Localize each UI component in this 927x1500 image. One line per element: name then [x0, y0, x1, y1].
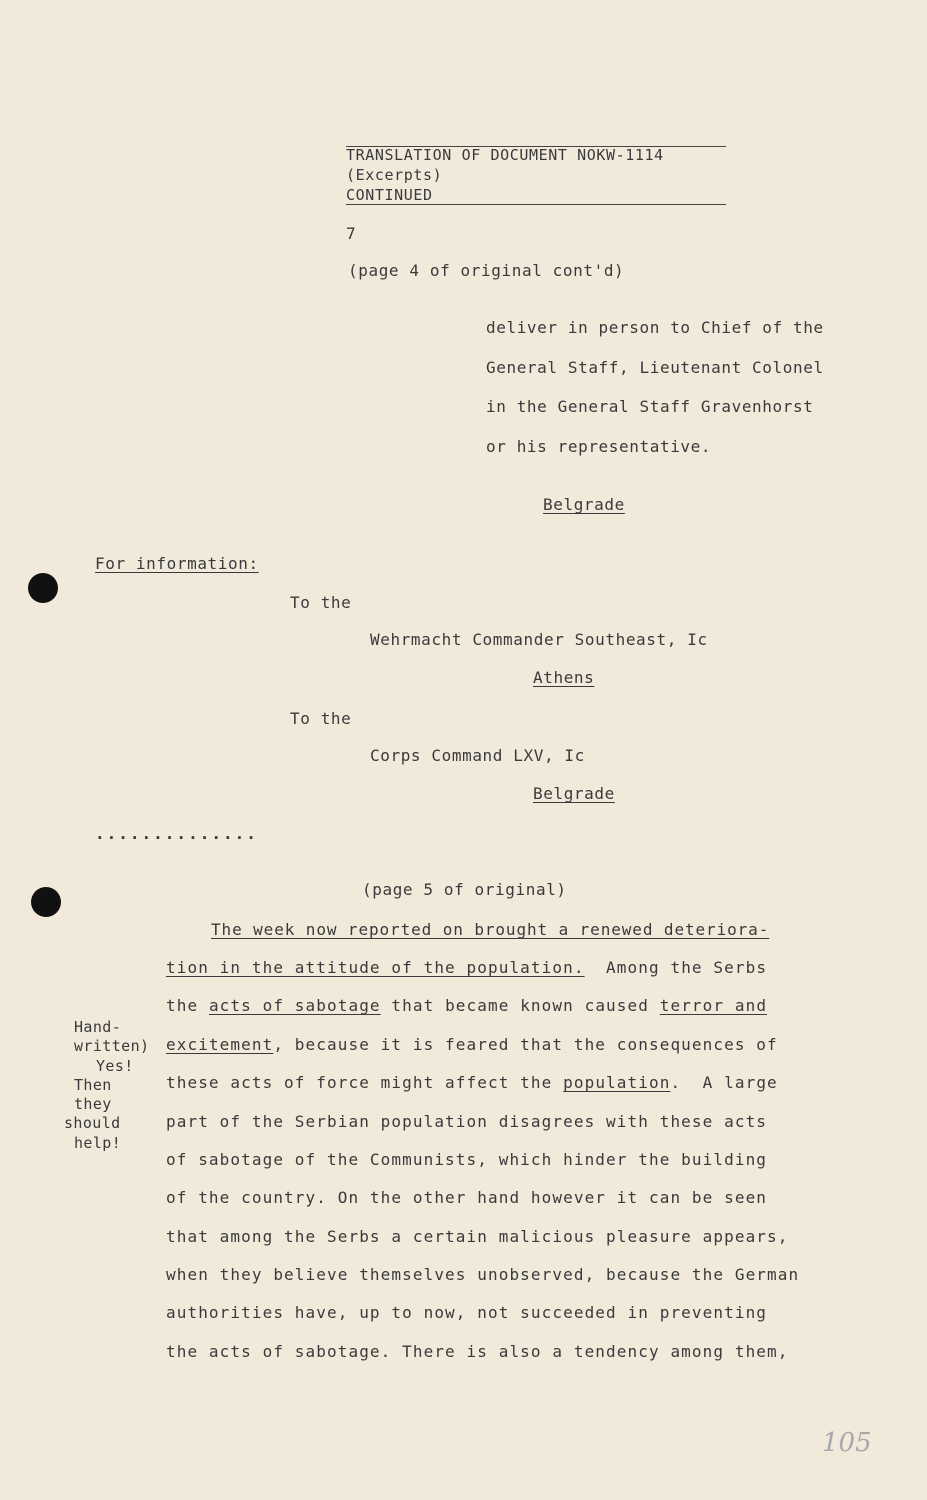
- margin-note-line-4: Then: [74, 1076, 112, 1094]
- body-line-11: authorities have, up to now, not succeeded in preventing: [166, 1303, 768, 1322]
- margin-note-line-7: help!: [74, 1134, 122, 1152]
- separator-dots: ..............: [95, 824, 258, 843]
- body-line-8: of the country. On the other hand however it can be seen: [166, 1188, 768, 1207]
- page-reference-4: (page 4 of original cont'd): [348, 261, 625, 280]
- body-line-12: the acts of sabotage. There is also a tendency among them,: [166, 1342, 789, 1361]
- handwritten-page-number: 105: [822, 1428, 872, 1458]
- delivery-line-4: or his representative.: [486, 437, 712, 456]
- body-line-6: part of the Serbian population disagrees with these acts: [166, 1112, 768, 1131]
- body-line-5-a: these acts of force might affect the: [166, 1073, 564, 1092]
- info-place-2: Belgrade: [533, 784, 615, 803]
- body-line-2-underlined: tion in the attitude of the population.: [166, 958, 585, 977]
- margin-note-line-5: they: [74, 1095, 112, 1113]
- body-line-3-underlined: acts of sabotage: [208, 996, 381, 1015]
- body-line-3-a: the: [166, 996, 209, 1015]
- body-line-5-underlined: population: [563, 1073, 671, 1092]
- delivery-place: Belgrade: [543, 495, 625, 514]
- body-line-4-rest: , because it is feared that the consequences of: [273, 1035, 778, 1054]
- document-continued: CONTINUED: [346, 186, 433, 204]
- margin-note-line-6: should: [64, 1114, 121, 1132]
- body-line-9: that among the Serbs a certain malicious pleasure appears,: [166, 1227, 789, 1246]
- document-excerpts: (Excerpts): [346, 166, 443, 184]
- margin-note-line-3: Yes!: [96, 1057, 134, 1075]
- body-line-3-c: that became known caused: [380, 996, 660, 1015]
- document-title: TRANSLATION OF DOCUMENT NOKW-1114: [346, 146, 664, 164]
- body-line-3: [166, 996, 767, 1015]
- info-heading: For information:: [95, 554, 259, 573]
- punch-hole-bottom: [31, 887, 61, 917]
- punch-hole-top: [28, 573, 58, 603]
- info-recipient-2: Corps Command LXV, Ic: [370, 746, 585, 765]
- body-line-3-underlined-2: terror and: [659, 996, 768, 1015]
- body-line-5-c: . A large: [670, 1073, 778, 1092]
- header-bottom-rule: [346, 204, 726, 205]
- margin-note-line-1: Hand-: [74, 1018, 122, 1036]
- body-line-4-underlined: excitement: [166, 1035, 274, 1054]
- body-line-1: The week now reported on brought a renewed deteriora-: [211, 920, 770, 939]
- info-place-1: Athens: [533, 668, 595, 687]
- body-line-4: [166, 1035, 778, 1054]
- info-to-2: To the: [290, 709, 352, 728]
- delivery-line-2: General Staff, Lieutenant Colonel: [486, 358, 824, 377]
- delivery-line-1: deliver in person to Chief of the: [486, 318, 824, 337]
- body-line-2: [166, 958, 767, 977]
- info-to-1: To the: [290, 593, 352, 612]
- page-number: 7: [346, 224, 357, 243]
- delivery-line-3: in the General Staff Gravenhorst: [486, 397, 814, 416]
- body-line-7: of sabotage of the Communists, which hinder the building: [166, 1150, 768, 1169]
- body-line-5: [166, 1073, 778, 1092]
- info-recipient-1: Wehrmacht Commander Southeast, Ic: [370, 630, 708, 649]
- body-line-2-rest: Among the Serbs: [584, 958, 768, 977]
- page-reference-5: (page 5 of original): [362, 880, 567, 899]
- margin-note-line-2: written): [74, 1037, 150, 1055]
- body-line-10: when they believe themselves unobserved, because the German: [166, 1265, 800, 1284]
